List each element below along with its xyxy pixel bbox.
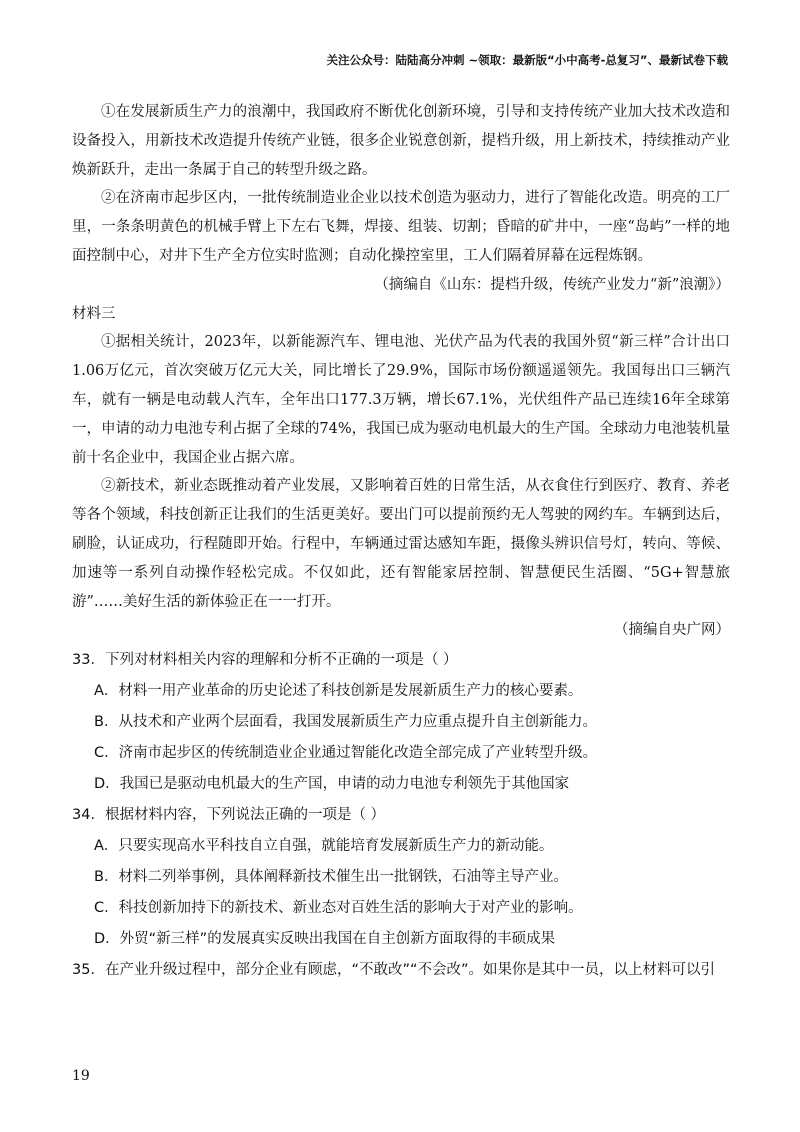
material3-paragraph-1: ①据相关统计，2023年，以新能源汽车、锂电池、光伏产品为代表的我国外贸“新三样”合计出口1.06万亿元，首次突破万亿元大关，同比增长了29.9%，国际市场份额遥遥领先。我国每出口三辆汽车，就有一辆是电动载人汽车，全年出口177.3万辆，增长67.1%，光伏组件产品已连续16年全球第一，申请的动力电池专利占据了全球的74%，我国已成为驱动电机最大的生产国。全球动力电池装机量前十名企业中，我国企业占据六席。 xyxy=(72,334,730,466)
question-35-stem: 35．在产业升级过程中，部分企业有顾虑，“不敢改”“不会改”。如果你是其中一员，以上材料可以引 xyxy=(72,962,715,979)
material2-source: （摘编自《山东：提档升级，传统产业发力“新”浪潮》） xyxy=(374,276,730,293)
material3-label: 材料三 xyxy=(72,305,116,322)
page-content xyxy=(72,98,730,986)
material3-source: （摘编自央广网） xyxy=(614,622,730,639)
material3-paragraph-2: ②新技术，新业态既推动着产业发展，又影响着百姓的日常生活，从衣食住行到医疗、教育、养老等各个领域，科技创新正让我们的生活更美好。要出门可以提前预约无人驾驶的网约车。车辆到达后，刷脸，认证成功，行程随即开始。行程中，车辆通过雷达感知车距，摄像头辨识信号灯，转向、等候、加速等一系列自动操作轻松完成。不仅如此，还有智能家居控制、智慧便民生活圈、“5G+智慧旅游”……美好生活的新体验正在一一打开。 xyxy=(72,478,730,610)
question-34-option-d: D．外贸“新三样”的发展真实反映出我国在自主创新方面取得的丰硕成果 xyxy=(94,931,556,948)
question-33-option-a: A．材料一用产业革命的历史论述了科技创新是发展新质生产力的核心要素。 xyxy=(94,683,583,700)
question-34-stem: 34．根据材料内容，下列说法正确的一项是（ ） xyxy=(72,807,386,824)
question-33-option-d: D．我国已是驱动电机最大的生产国，申请的动力电池专利领先于其他国家 xyxy=(94,776,570,793)
question-34-option-a: A．只要实现高水平科技自立自强，就能培育发展新质生产力的新动能。 xyxy=(94,838,554,855)
page-number: 19 xyxy=(72,1068,90,1084)
question-33-option-c: C．济南市起步区的传统制造业企业通过智能化改造全部完成了产业转型升级。 xyxy=(94,745,598,762)
material2-paragraph-2: ②在济南市起步区内，一批传统制造业企业以技术创造为驱动力，进行了智能化改造。明亮的工厂里，一条条明黄色的机械手臂上下左右飞舞，焊接、组装、切割；昏暗的矿井中，一座“岛屿”一样的地面控制中心，对井下生产全方位实时监测；自动化操控室里，工人们隔着屏幕在远程炼钢。 xyxy=(72,190,730,264)
page-header: 关注公众号：陆陆高分冲刺 ~领取：最新版“小中高考-总复习”、最新试卷下载 xyxy=(326,53,728,67)
question-33-stem: 33．下列对材料相关内容的理解和分析不正确的一项是（ ） xyxy=(72,652,458,669)
question-34-option-b: B．材料二列举事例，具体阐释新技术催生出一批钢铁，石油等主导产业。 xyxy=(94,869,568,886)
question-33-option-b: B．从技术和产业两个层面看，我国发展新质生产力应重点提升自主创新能力。 xyxy=(94,714,597,731)
question-34-option-c: C．科技创新加持下的新技术、新业态对百姓生活的影响大于对产业的影响。 xyxy=(94,900,583,917)
material2-paragraph-1: ①在发展新质生产力的浪潮中，我国政府不断优化创新环境，引导和支持传统产业加大技术改造和设备投入，用新技术改造提升传统产业链，很多企业锐意创新，提档升级，用上新技术，持续推动产业焕新跃升，走出一条属于自己的转型升级之路。 xyxy=(72,104,730,178)
